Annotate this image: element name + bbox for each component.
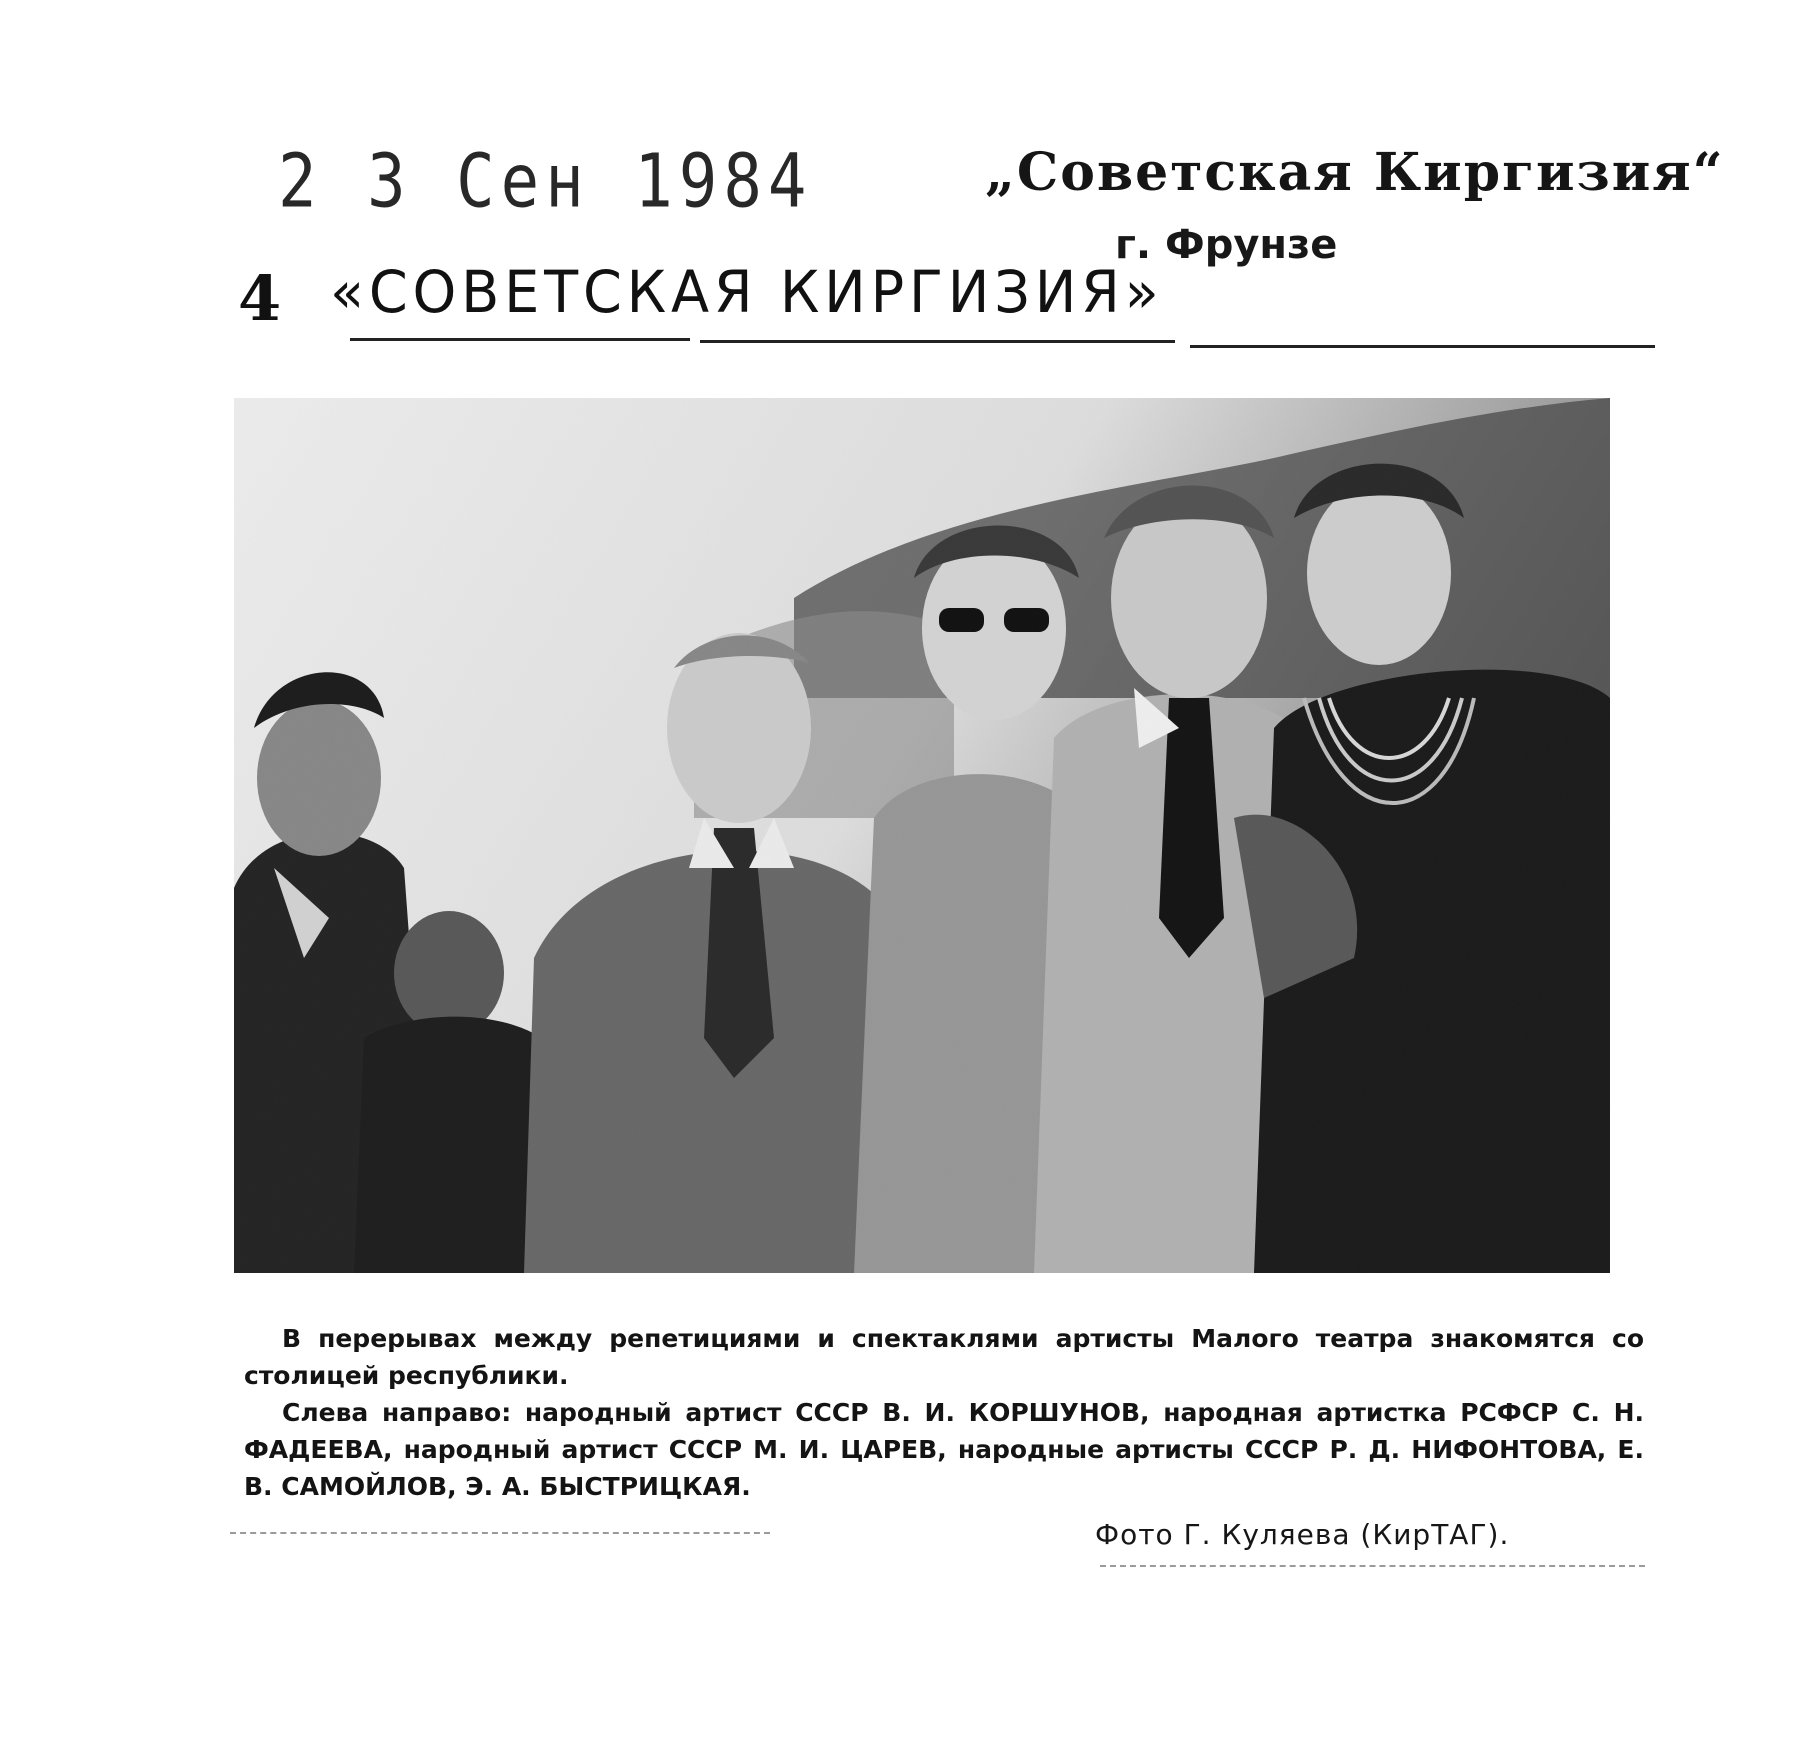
header-rule-middle (700, 340, 1175, 343)
group-photograph (234, 398, 1610, 1273)
photo-credit: Фото Г. Куляева (КирТАГ). (1095, 1518, 1510, 1551)
caption-names: Слева направо: народный артист СССР В. И. КОРШУНОВ, народная артистка РСФСР С. Н. ФАДЕЕВА, народный артист СССР М. И. ЦАРЕВ, народные артисты СССР Р. Д. НИФОНТОВА, Е. В. САМОЙЛОВ, Э. А. БЫСТРИЦКАЯ. (244, 1398, 1644, 1501)
archive-city-stamp: г. Фрунзе (1115, 222, 1338, 268)
header-rule-left (350, 338, 690, 341)
archive-paper-stamp: „Советская Киргизия“ (985, 142, 1725, 203)
header-rule-right (1190, 345, 1655, 348)
page-number: 4 (238, 262, 282, 335)
photo-caption (244, 1320, 1644, 1505)
dotted-rule-right (1100, 1565, 1645, 1567)
newspaper-masthead: «СОВЕТСКАЯ КИРГИЗИЯ» (330, 258, 1164, 326)
dotted-rule-left (230, 1532, 770, 1534)
archive-date-stamp: 2 3 Сен 1984 (278, 140, 813, 226)
caption-lead: В перерывах между репетициями и спектаклями артисты Малого театра знакомятся со столицей республики. (244, 1324, 1644, 1390)
